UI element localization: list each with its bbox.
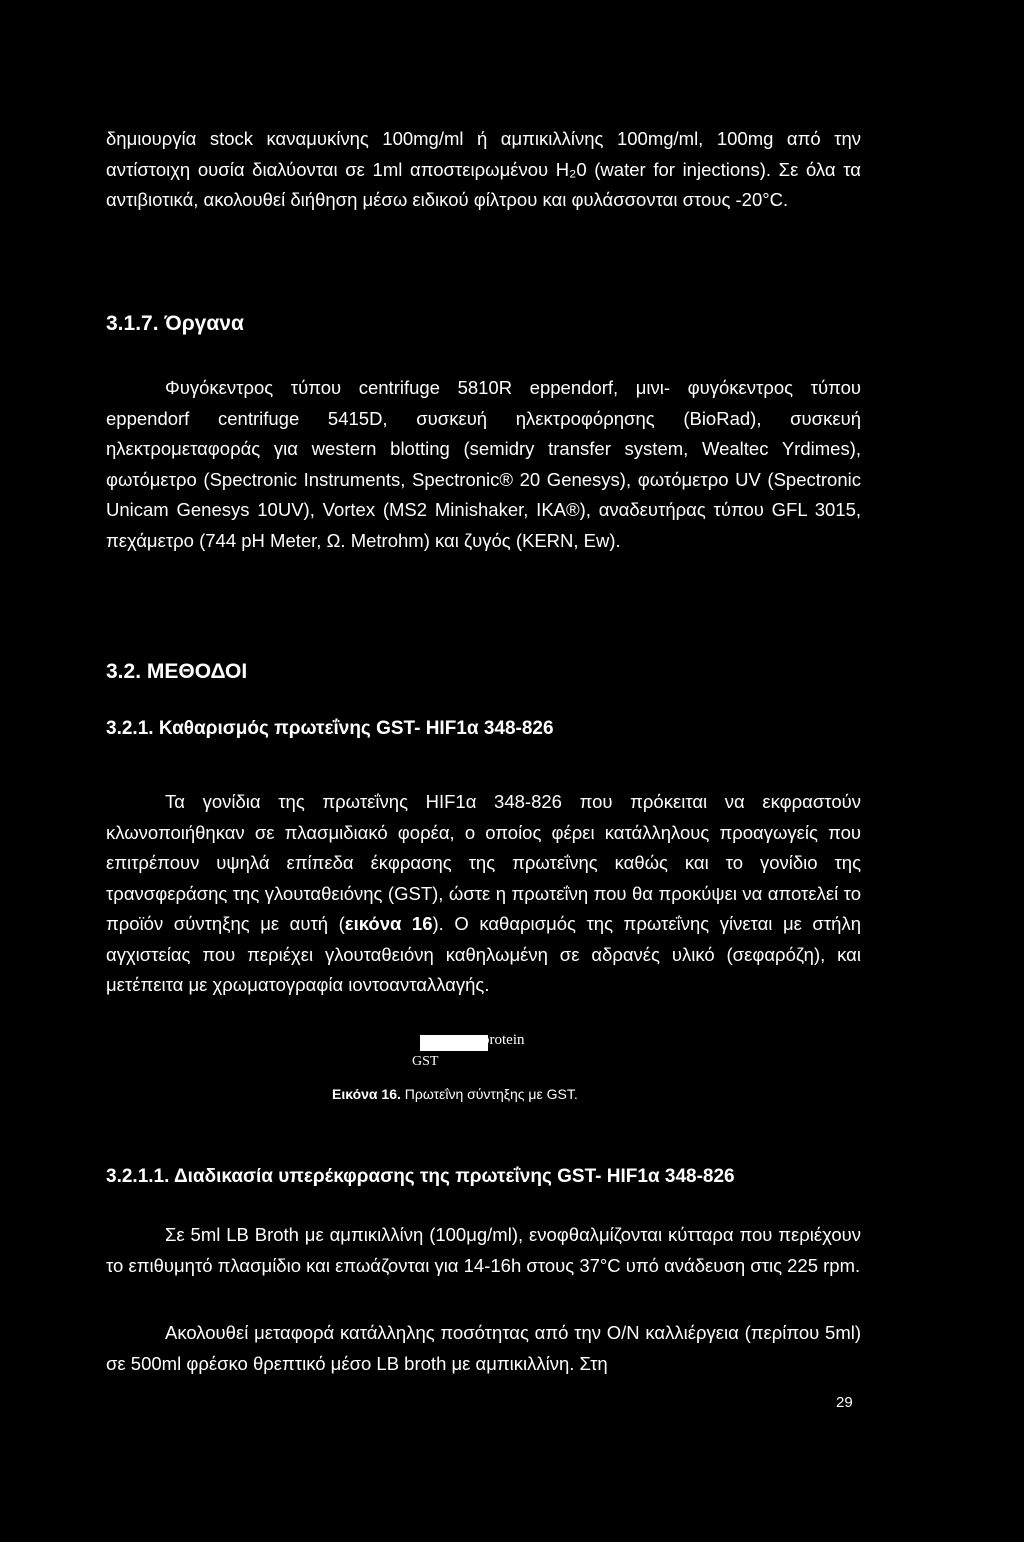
figure-reference: εικόνα 16 [344, 913, 433, 934]
paragraph-instruments [106, 373, 861, 556]
paragraph-purification [106, 787, 861, 1001]
protein-label: protein [482, 1032, 525, 1048]
figure-caption [332, 1086, 578, 1102]
gst-label: GST [412, 1054, 439, 1069]
paragraph-purification-text: Τα γονίδια της πρωτεΐνης HIF1α 348-826 που πρόκειται να εκφραστούν κλωνοποιήθηκαν σε πλασμιδιακό φορέα, ο οποίος φέρει κατάλληλους προαγωγείς που επιτρέπουν υψηλά επίπεδα έκφρασης της πρωτεΐνης καθώς και το γονίδιο της τρανσφεράσης της γλουταθειόνης (GST), ώστε η πρωτεΐνη που θα προκύψει να αποτελεί το προϊόν σύντηξης με αυτή ( [106, 791, 861, 934]
paragraph-purification-end: ). Ο καθαρισμός της πρωτεΐνης γίνεται με στήλη αγχιστείας που περιέχει γλουταθειόνη καθηλωμένη σε αδρανές υλικό (σεφαρόζη), και μετέπειτα με χρωματογραφία ιοντοανταλλαγής. [106, 913, 861, 995]
heading-overexpression: 3.2.1.1. Διαδικασία υπερέκφρασης της πρωτεΐνης GST- HIF1α 348-826 [106, 1166, 735, 1187]
paragraph-overexpression-2 [106, 1318, 861, 1379]
caption-label: Εικόνα 16. [332, 1086, 401, 1102]
paragraph-overexpression-2-text: Ακολουθεί μεταφορά κατάλληλης ποσότητας από την O/N καλλιέργεια (περίπου 5ml) σε 500ml φρέσκο θρεπτικό μέσο LB broth με αμπικιλλίνη. Στη [106, 1322, 861, 1374]
paragraph-overexpression-1 [106, 1220, 861, 1281]
page-number: 29 [836, 1394, 853, 1411]
paragraph-instruments-text: Φυγόκεντρος τύπου centrifuge 5810R eppendorf, μινι- φυγόκεντρος τύπου eppendorf centrifuge 5415D, συσκευή ηλεκτροφόρησης (BioRad), συσκευή ηλεκτρομεταφοράς για western blotting (semidry transfer system, Wealtec Yrdimes), φωτόμετρο (Spectronic Instruments, Spectronic® 20 Genesys), φωτόμετρο UV (Spectronic Unicam Genesys 10UV), Vortex (MS2 Minishaker, IKA®), αναδευτήρας τύπου GFL 3015, πεχάμετρο (744 pH Meter, Ω. Metrohm) και ζυγός (KERN, Ew). [106, 377, 861, 551]
gst-tag-box [420, 1035, 488, 1051]
heading-purification: 3.2.1. Καθαρισμός πρωτεΐνης GST- HIF1α 348-826 [106, 718, 554, 739]
heading-methods: 3.2. ΜΕΘΟΔΟΙ [106, 660, 248, 683]
paragraph-overexpression-1-text: Σε 5ml LB Broth με αμπικιλλίνη (100μg/ml), ενοφθαλμίζονται κύτταρα που περιέχουν το επιθυμητό πλασμίδιο και επωάζονται για 14-16h στους 37°C υπό ανάδευση στις 225 rpm. [106, 1224, 861, 1276]
fusion-protein-figure [412, 1030, 632, 1070]
paragraph-antibiotics: δημιουργία stock καναμυκίνης 100mg/ml ή αμπικιλλίνης 100mg/ml, 100mg από την αντίστοιχη ουσία διαλύονται σε 1ml αποστειρωμένου H₂0 (water for injections). Σε όλα τα αντιβιοτικά, ακολουθεί διήθηση μέσω ειδικού φίλτρου και φυλάσσονται στους -20°C. [106, 128, 861, 210]
caption-text: Πρωτεΐνη σύντηξης με GST. [400, 1086, 578, 1102]
heading-instruments: 3.1.7. Όργανα [106, 312, 244, 335]
